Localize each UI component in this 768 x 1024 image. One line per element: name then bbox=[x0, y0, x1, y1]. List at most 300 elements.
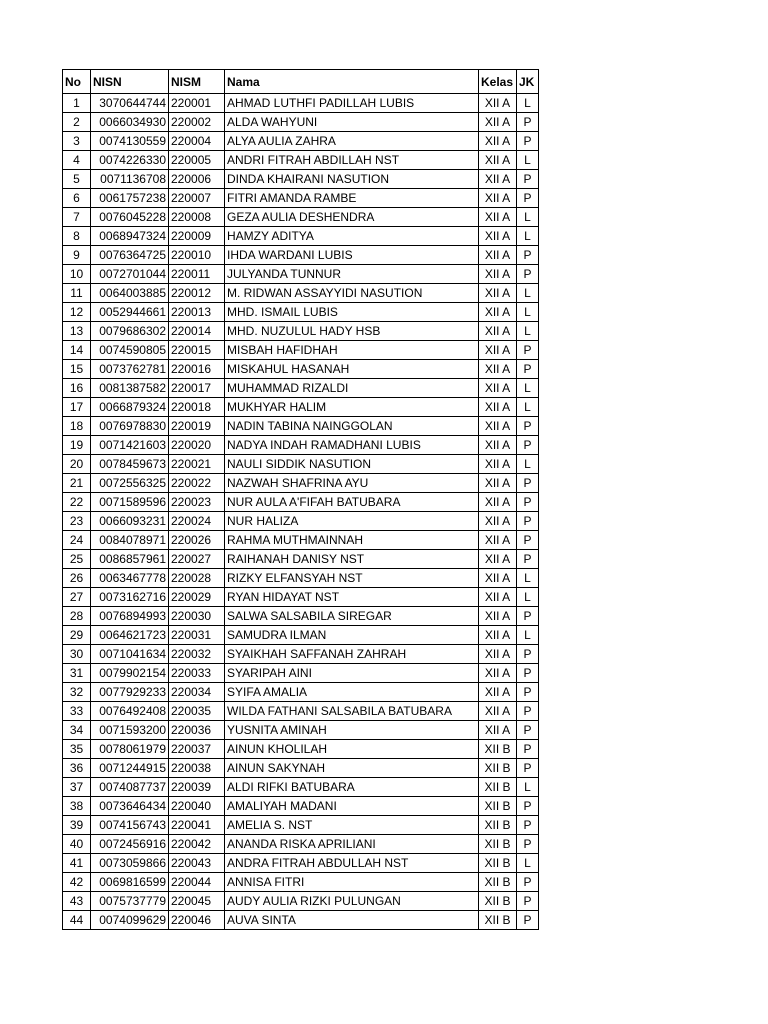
header-nama: Nama bbox=[225, 70, 479, 94]
table-row bbox=[63, 398, 539, 417]
table-row bbox=[63, 113, 539, 132]
cell-nism: 220046 bbox=[169, 911, 225, 930]
cell-nama: AUDY AULIA RIZKI PULUNGAN bbox=[225, 892, 479, 911]
table-row bbox=[63, 512, 539, 531]
cell-nism: 220044 bbox=[169, 873, 225, 892]
cell-no: 21 bbox=[63, 474, 91, 493]
cell-no: 26 bbox=[63, 569, 91, 588]
cell-jk: L bbox=[517, 227, 539, 246]
cell-nism: 220017 bbox=[169, 379, 225, 398]
cell-jk: L bbox=[517, 303, 539, 322]
cell-nama: ANDRI FITRAH ABDILLAH NST bbox=[225, 151, 479, 170]
cell-no: 23 bbox=[63, 512, 91, 531]
cell-nism: 220002 bbox=[169, 113, 225, 132]
cell-nism: 220026 bbox=[169, 531, 225, 550]
cell-kelas: XII A bbox=[479, 455, 517, 474]
cell-nism: 220024 bbox=[169, 512, 225, 531]
cell-nisn: 0071421603 bbox=[91, 436, 169, 455]
cell-kelas: XII B bbox=[479, 892, 517, 911]
cell-nisn: 0079686302 bbox=[91, 322, 169, 341]
cell-nama: MUKHYAR HALIM bbox=[225, 398, 479, 417]
cell-nism: 220037 bbox=[169, 740, 225, 759]
cell-nisn: 0071589596 bbox=[91, 493, 169, 512]
table-row bbox=[63, 436, 539, 455]
cell-no: 39 bbox=[63, 816, 91, 835]
cell-kelas: XII A bbox=[479, 436, 517, 455]
cell-kelas: XII B bbox=[479, 835, 517, 854]
cell-nisn: 0072456916 bbox=[91, 835, 169, 854]
table-row bbox=[63, 132, 539, 151]
cell-nisn: 3070644744 bbox=[91, 94, 169, 113]
table-row bbox=[63, 664, 539, 683]
cell-nama: RIZKY ELFANSYAH NST bbox=[225, 569, 479, 588]
cell-no: 9 bbox=[63, 246, 91, 265]
cell-nisn: 0079902154 bbox=[91, 664, 169, 683]
cell-nama: NUR HALIZA bbox=[225, 512, 479, 531]
cell-nama: DINDA KHAIRANI NASUTION bbox=[225, 170, 479, 189]
table-row bbox=[63, 284, 539, 303]
cell-nism: 220041 bbox=[169, 816, 225, 835]
cell-kelas: XII A bbox=[479, 303, 517, 322]
cell-jk: P bbox=[517, 341, 539, 360]
cell-no: 20 bbox=[63, 455, 91, 474]
cell-jk: P bbox=[517, 911, 539, 930]
table-row bbox=[63, 778, 539, 797]
cell-no: 27 bbox=[63, 588, 91, 607]
cell-kelas: XII A bbox=[479, 151, 517, 170]
cell-no: 34 bbox=[63, 721, 91, 740]
cell-no: 2 bbox=[63, 113, 91, 132]
cell-kelas: XII A bbox=[479, 132, 517, 151]
cell-nisn: 0076045228 bbox=[91, 208, 169, 227]
cell-nism: 220027 bbox=[169, 550, 225, 569]
cell-nisn: 0064621723 bbox=[91, 626, 169, 645]
cell-jk: L bbox=[517, 208, 539, 227]
cell-no: 12 bbox=[63, 303, 91, 322]
table-row bbox=[63, 322, 539, 341]
cell-jk: P bbox=[517, 550, 539, 569]
cell-nama: HAMZY ADITYA bbox=[225, 227, 479, 246]
cell-nisn: 0074087737 bbox=[91, 778, 169, 797]
cell-nism: 220011 bbox=[169, 265, 225, 284]
cell-nama: ALYA AULIA ZAHRA bbox=[225, 132, 479, 151]
cell-kelas: XII A bbox=[479, 417, 517, 436]
cell-nisn: 0068947324 bbox=[91, 227, 169, 246]
cell-kelas: XII A bbox=[479, 360, 517, 379]
table-row bbox=[63, 303, 539, 322]
cell-nisn: 0073762781 bbox=[91, 360, 169, 379]
cell-nisn: 0074590805 bbox=[91, 341, 169, 360]
cell-jk: P bbox=[517, 835, 539, 854]
header-kelas: Kelas bbox=[479, 70, 517, 94]
cell-nisn: 0071041634 bbox=[91, 645, 169, 664]
cell-nism: 220042 bbox=[169, 835, 225, 854]
cell-nama: ANANDA RISKA APRILIANI bbox=[225, 835, 479, 854]
cell-kelas: XII A bbox=[479, 512, 517, 531]
table-row bbox=[63, 569, 539, 588]
cell-nism: 220036 bbox=[169, 721, 225, 740]
cell-nism: 220013 bbox=[169, 303, 225, 322]
cell-nisn: 0066034930 bbox=[91, 113, 169, 132]
cell-nism: 220006 bbox=[169, 170, 225, 189]
cell-no: 22 bbox=[63, 493, 91, 512]
table-row bbox=[63, 911, 539, 930]
cell-nisn: 0076364725 bbox=[91, 246, 169, 265]
header-no: No bbox=[63, 70, 91, 94]
cell-nisn: 0081387582 bbox=[91, 379, 169, 398]
cell-nama: AINUN SAKYNAH bbox=[225, 759, 479, 778]
cell-nisn: 0064003885 bbox=[91, 284, 169, 303]
cell-nama: SALWA SALSABILA SIREGAR bbox=[225, 607, 479, 626]
cell-nama: MHD. ISMAIL LUBIS bbox=[225, 303, 479, 322]
cell-nism: 220032 bbox=[169, 645, 225, 664]
cell-jk: P bbox=[517, 170, 539, 189]
cell-nism: 220008 bbox=[169, 208, 225, 227]
cell-jk: L bbox=[517, 322, 539, 341]
cell-nisn: 0078061979 bbox=[91, 740, 169, 759]
header-jk: JK bbox=[517, 70, 539, 94]
table-body bbox=[63, 94, 539, 930]
cell-no: 13 bbox=[63, 322, 91, 341]
table-row bbox=[63, 341, 539, 360]
cell-jk: L bbox=[517, 284, 539, 303]
cell-nism: 220012 bbox=[169, 284, 225, 303]
cell-nama: NUR AULA A'FIFAH BATUBARA bbox=[225, 493, 479, 512]
cell-jk: P bbox=[517, 132, 539, 151]
cell-nama: AUVA SINTA bbox=[225, 911, 479, 930]
cell-no: 18 bbox=[63, 417, 91, 436]
cell-kelas: XII A bbox=[479, 493, 517, 512]
student-table bbox=[62, 69, 539, 930]
cell-kelas: XII A bbox=[479, 683, 517, 702]
cell-nisn: 0071244915 bbox=[91, 759, 169, 778]
cell-nisn: 0061757238 bbox=[91, 189, 169, 208]
table-row bbox=[63, 189, 539, 208]
header-nisn: NISN bbox=[91, 70, 169, 94]
cell-kelas: XII B bbox=[479, 797, 517, 816]
cell-nism: 220028 bbox=[169, 569, 225, 588]
cell-nism: 220040 bbox=[169, 797, 225, 816]
cell-nama: SYARIPAH AINI bbox=[225, 664, 479, 683]
cell-no: 35 bbox=[63, 740, 91, 759]
cell-no: 11 bbox=[63, 284, 91, 303]
cell-nism: 220018 bbox=[169, 398, 225, 417]
cell-nama: AMALIYAH MADANI bbox=[225, 797, 479, 816]
cell-nama: NAULI SIDDIK NASUTION bbox=[225, 455, 479, 474]
cell-kelas: XII A bbox=[479, 322, 517, 341]
table-row bbox=[63, 151, 539, 170]
cell-nisn: 0066093231 bbox=[91, 512, 169, 531]
cell-no: 16 bbox=[63, 379, 91, 398]
cell-nisn: 0077929233 bbox=[91, 683, 169, 702]
cell-nama: MISKAHUL HASANAH bbox=[225, 360, 479, 379]
cell-nisn: 0072556325 bbox=[91, 474, 169, 493]
cell-kelas: XII B bbox=[479, 816, 517, 835]
table-row bbox=[63, 873, 539, 892]
cell-nism: 220005 bbox=[169, 151, 225, 170]
cell-nism: 220020 bbox=[169, 436, 225, 455]
cell-no: 43 bbox=[63, 892, 91, 911]
cell-nama: AMELIA S. NST bbox=[225, 816, 479, 835]
cell-nama: YUSNITA AMINAH bbox=[225, 721, 479, 740]
cell-no: 1 bbox=[63, 94, 91, 113]
cell-kelas: XII A bbox=[479, 189, 517, 208]
cell-kelas: XII A bbox=[479, 702, 517, 721]
cell-nama: WILDA FATHANI SALSABILA BATUBARA bbox=[225, 702, 479, 721]
cell-no: 30 bbox=[63, 645, 91, 664]
table-row bbox=[63, 531, 539, 550]
cell-nama: JULYANDA TUNNUR bbox=[225, 265, 479, 284]
cell-jk: P bbox=[517, 265, 539, 284]
table-row bbox=[63, 379, 539, 398]
table-row bbox=[63, 588, 539, 607]
cell-no: 19 bbox=[63, 436, 91, 455]
cell-nisn: 0073162716 bbox=[91, 588, 169, 607]
cell-no: 4 bbox=[63, 151, 91, 170]
cell-no: 29 bbox=[63, 626, 91, 645]
cell-nism: 220022 bbox=[169, 474, 225, 493]
cell-jk: P bbox=[517, 417, 539, 436]
table-row bbox=[63, 759, 539, 778]
cell-nism: 220039 bbox=[169, 778, 225, 797]
table-row bbox=[63, 493, 539, 512]
cell-nisn: 0071593200 bbox=[91, 721, 169, 740]
cell-kelas: XII A bbox=[479, 531, 517, 550]
cell-nism: 220014 bbox=[169, 322, 225, 341]
cell-kelas: XII A bbox=[479, 341, 517, 360]
cell-nism: 220016 bbox=[169, 360, 225, 379]
cell-nama: AHMAD LUTHFI PADILLAH LUBIS bbox=[225, 94, 479, 113]
cell-no: 33 bbox=[63, 702, 91, 721]
table-row bbox=[63, 474, 539, 493]
cell-kelas: XII A bbox=[479, 569, 517, 588]
cell-nism: 220019 bbox=[169, 417, 225, 436]
cell-kelas: XII A bbox=[479, 474, 517, 493]
cell-kelas: XII A bbox=[479, 208, 517, 227]
cell-no: 41 bbox=[63, 854, 91, 873]
cell-nama: SAMUDRA ILMAN bbox=[225, 626, 479, 645]
cell-jk: L bbox=[517, 151, 539, 170]
cell-no: 40 bbox=[63, 835, 91, 854]
cell-jk: L bbox=[517, 379, 539, 398]
cell-kelas: XII A bbox=[479, 113, 517, 132]
cell-nism: 220021 bbox=[169, 455, 225, 474]
cell-kelas: XII B bbox=[479, 759, 517, 778]
cell-kelas: XII A bbox=[479, 94, 517, 113]
cell-jk: P bbox=[517, 607, 539, 626]
header-nism: NISM bbox=[169, 70, 225, 94]
cell-kelas: XII A bbox=[479, 721, 517, 740]
cell-jk: L bbox=[517, 588, 539, 607]
cell-nama: RAHMA MUTHMAINNAH bbox=[225, 531, 479, 550]
cell-nisn: 0084078971 bbox=[91, 531, 169, 550]
cell-nism: 220033 bbox=[169, 664, 225, 683]
cell-kelas: XII B bbox=[479, 740, 517, 759]
cell-nisn: 0074099629 bbox=[91, 911, 169, 930]
cell-nism: 220023 bbox=[169, 493, 225, 512]
cell-nism: 220001 bbox=[169, 94, 225, 113]
cell-nama: MUHAMMAD RIZALDI bbox=[225, 379, 479, 398]
cell-nisn: 0071136708 bbox=[91, 170, 169, 189]
cell-kelas: XII A bbox=[479, 265, 517, 284]
cell-nism: 220007 bbox=[169, 189, 225, 208]
cell-jk: P bbox=[517, 113, 539, 132]
cell-nism: 220029 bbox=[169, 588, 225, 607]
cell-jk: P bbox=[517, 246, 539, 265]
cell-jk: P bbox=[517, 740, 539, 759]
table-row bbox=[63, 246, 539, 265]
table-row bbox=[63, 854, 539, 873]
cell-nisn: 0086857961 bbox=[91, 550, 169, 569]
cell-nism: 220030 bbox=[169, 607, 225, 626]
cell-nama: MISBAH HAFIDHAH bbox=[225, 341, 479, 360]
cell-nism: 220015 bbox=[169, 341, 225, 360]
cell-nism: 220031 bbox=[169, 626, 225, 645]
cell-nama: RAIHANAH DANISY NST bbox=[225, 550, 479, 569]
cell-no: 7 bbox=[63, 208, 91, 227]
cell-jk: P bbox=[517, 664, 539, 683]
cell-no: 15 bbox=[63, 360, 91, 379]
cell-no: 38 bbox=[63, 797, 91, 816]
cell-nism: 220038 bbox=[169, 759, 225, 778]
cell-jk: L bbox=[517, 455, 539, 474]
cell-nama: NADYA INDAH RAMADHANI LUBIS bbox=[225, 436, 479, 455]
cell-jk: P bbox=[517, 512, 539, 531]
cell-kelas: XII A bbox=[479, 664, 517, 683]
cell-nama: GEZA AULIA DESHENDRA bbox=[225, 208, 479, 227]
cell-nisn: 0074130559 bbox=[91, 132, 169, 151]
cell-no: 25 bbox=[63, 550, 91, 569]
cell-nisn: 0074226330 bbox=[91, 151, 169, 170]
cell-no: 32 bbox=[63, 683, 91, 702]
cell-kelas: XII B bbox=[479, 778, 517, 797]
cell-jk: P bbox=[517, 436, 539, 455]
cell-nism: 220009 bbox=[169, 227, 225, 246]
table-row bbox=[63, 360, 539, 379]
table-row bbox=[63, 455, 539, 474]
cell-no: 8 bbox=[63, 227, 91, 246]
table-row bbox=[63, 265, 539, 284]
cell-nism: 220010 bbox=[169, 246, 225, 265]
cell-nama: NAZWAH SHAFRINA AYU bbox=[225, 474, 479, 493]
table-row bbox=[63, 607, 539, 626]
table-row bbox=[63, 721, 539, 740]
cell-nism: 220035 bbox=[169, 702, 225, 721]
cell-kelas: XII A bbox=[479, 170, 517, 189]
cell-kelas: XII A bbox=[479, 588, 517, 607]
cell-kelas: XII A bbox=[479, 607, 517, 626]
cell-nama: FITRI AMANDA RAMBE bbox=[225, 189, 479, 208]
table-row bbox=[63, 683, 539, 702]
cell-nisn: 0076492408 bbox=[91, 702, 169, 721]
cell-no: 6 bbox=[63, 189, 91, 208]
cell-jk: P bbox=[517, 702, 539, 721]
cell-kelas: XII A bbox=[479, 379, 517, 398]
cell-kelas: XII A bbox=[479, 398, 517, 417]
cell-jk: L bbox=[517, 94, 539, 113]
table-row bbox=[63, 626, 539, 645]
cell-nism: 220043 bbox=[169, 854, 225, 873]
cell-no: 28 bbox=[63, 607, 91, 626]
table-row bbox=[63, 417, 539, 436]
cell-nisn: 0073059866 bbox=[91, 854, 169, 873]
cell-no: 37 bbox=[63, 778, 91, 797]
cell-nama: ANDRA FITRAH ABDULLAH NST bbox=[225, 854, 479, 873]
cell-nama: M. RIDWAN ASSAYYIDI NASUTION bbox=[225, 284, 479, 303]
table-row bbox=[63, 170, 539, 189]
table-row bbox=[63, 645, 539, 664]
cell-nism: 220034 bbox=[169, 683, 225, 702]
cell-jk: L bbox=[517, 569, 539, 588]
cell-nama: ALDI RIFKI BATUBARA bbox=[225, 778, 479, 797]
cell-nama: RYAN HIDAYAT NST bbox=[225, 588, 479, 607]
cell-jk: P bbox=[517, 531, 539, 550]
cell-jk: P bbox=[517, 360, 539, 379]
cell-jk: L bbox=[517, 626, 539, 645]
cell-jk: L bbox=[517, 854, 539, 873]
table-row bbox=[63, 702, 539, 721]
cell-jk: P bbox=[517, 892, 539, 911]
cell-no: 3 bbox=[63, 132, 91, 151]
cell-no: 31 bbox=[63, 664, 91, 683]
cell-nama: MHD. NUZULUL HADY HSB bbox=[225, 322, 479, 341]
cell-nama: AINUN KHOLILAH bbox=[225, 740, 479, 759]
cell-jk: P bbox=[517, 493, 539, 512]
cell-nisn: 0072701044 bbox=[91, 265, 169, 284]
cell-jk: P bbox=[517, 797, 539, 816]
table-row bbox=[63, 835, 539, 854]
cell-jk: P bbox=[517, 759, 539, 778]
cell-no: 42 bbox=[63, 873, 91, 892]
cell-no: 10 bbox=[63, 265, 91, 284]
cell-no: 44 bbox=[63, 911, 91, 930]
cell-kelas: XII A bbox=[479, 645, 517, 664]
cell-kelas: XII B bbox=[479, 911, 517, 930]
cell-nisn: 0069816599 bbox=[91, 873, 169, 892]
cell-nisn: 0073646434 bbox=[91, 797, 169, 816]
cell-jk: P bbox=[517, 816, 539, 835]
cell-nisn: 0052944661 bbox=[91, 303, 169, 322]
cell-jk: L bbox=[517, 778, 539, 797]
cell-nisn: 0076894993 bbox=[91, 607, 169, 626]
cell-jk: P bbox=[517, 189, 539, 208]
cell-kelas: XII A bbox=[479, 246, 517, 265]
cell-no: 14 bbox=[63, 341, 91, 360]
cell-no: 36 bbox=[63, 759, 91, 778]
table-row bbox=[63, 208, 539, 227]
cell-kelas: XII B bbox=[479, 873, 517, 892]
table-row bbox=[63, 892, 539, 911]
table-row bbox=[63, 816, 539, 835]
table-row bbox=[63, 797, 539, 816]
table-row bbox=[63, 550, 539, 569]
cell-kelas: XII B bbox=[479, 854, 517, 873]
cell-kelas: XII A bbox=[479, 284, 517, 303]
cell-no: 17 bbox=[63, 398, 91, 417]
table-row bbox=[63, 740, 539, 759]
cell-jk: P bbox=[517, 873, 539, 892]
cell-nisn: 0078459673 bbox=[91, 455, 169, 474]
table-row bbox=[63, 227, 539, 246]
cell-nisn: 0066879324 bbox=[91, 398, 169, 417]
cell-kelas: XII A bbox=[479, 550, 517, 569]
cell-nism: 220045 bbox=[169, 892, 225, 911]
cell-nism: 220004 bbox=[169, 132, 225, 151]
cell-jk: P bbox=[517, 474, 539, 493]
cell-nisn: 0076978830 bbox=[91, 417, 169, 436]
cell-nisn: 0075737779 bbox=[91, 892, 169, 911]
cell-jk: P bbox=[517, 645, 539, 664]
